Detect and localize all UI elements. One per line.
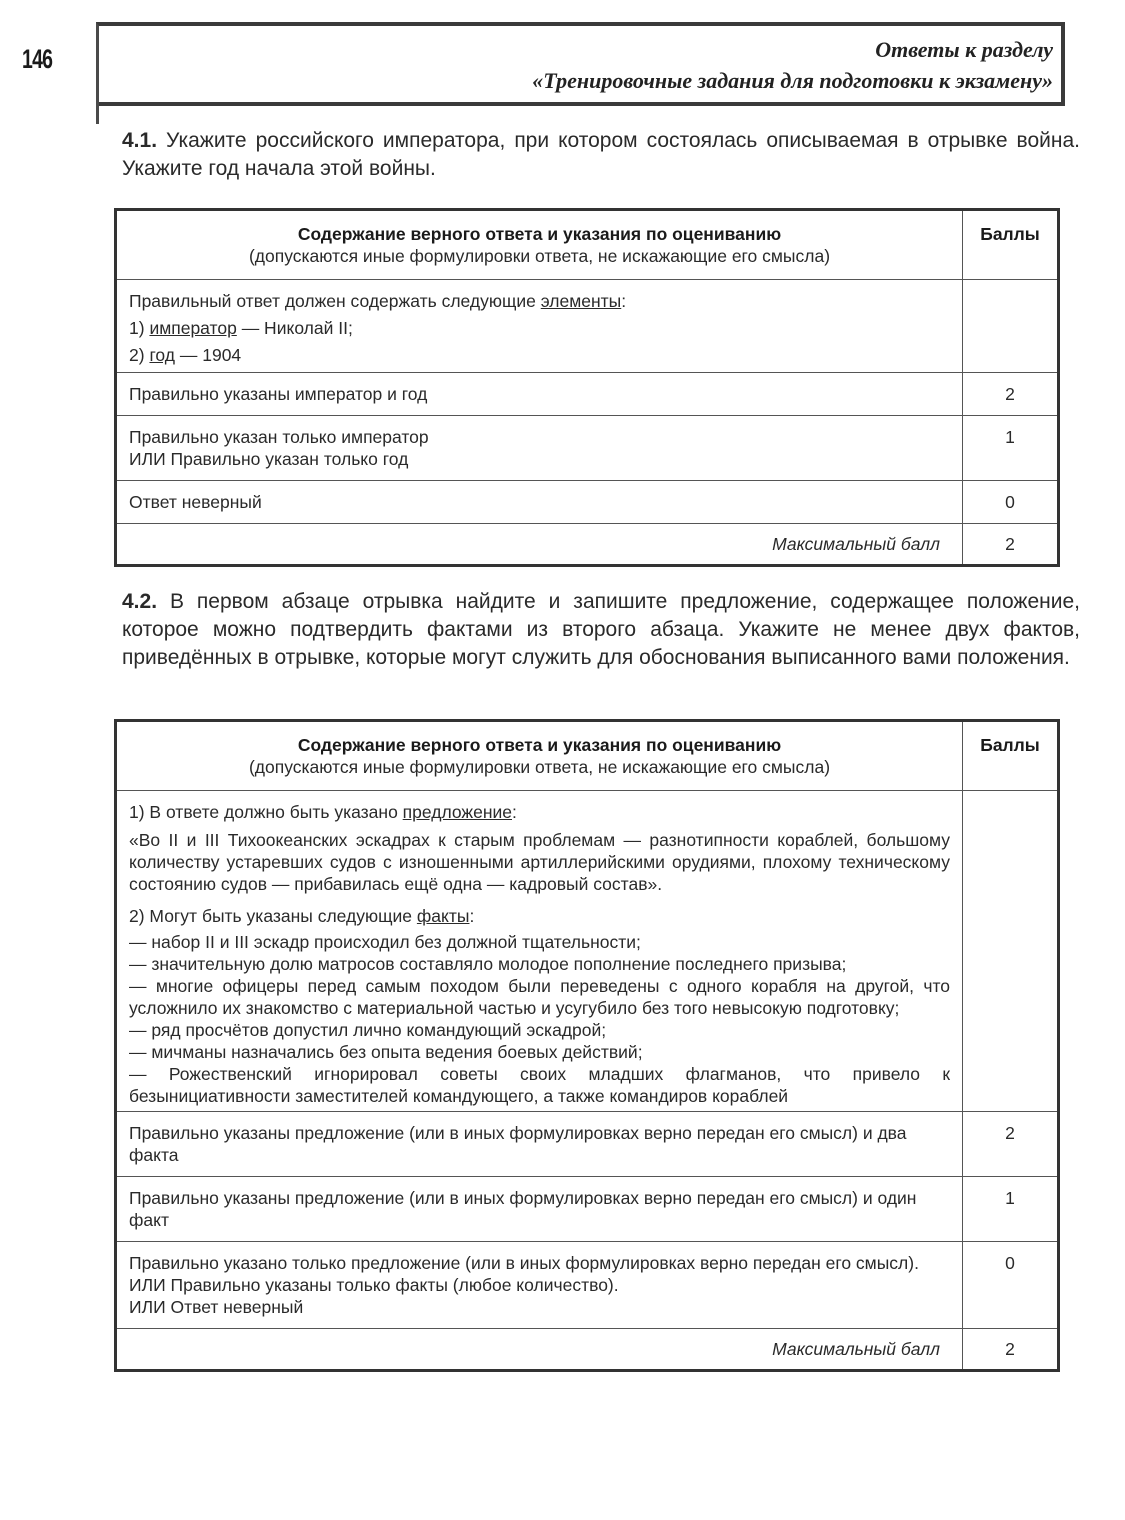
criterion-line: ИЛИ Правильно указан только год [129,449,409,469]
section-title [532,34,1053,96]
table-row [116,481,1059,524]
item-value: — 1904 [175,345,242,365]
task-number: 4.1. [122,129,158,152]
criterion-line: Правильно указаны предложение (или в иных формулировках верно передан его смысл) и два факта [129,1123,907,1165]
table-header-row [116,210,1059,280]
max-score-label: Максимальный балл [116,1329,963,1371]
item-key: год [149,345,175,365]
answer-part-2-intro [129,905,950,927]
criterion [116,373,963,416]
criterion [116,1112,963,1177]
answer-content [116,280,963,373]
header-frame-stub [96,98,99,124]
table-row [116,1242,1059,1329]
header-note: (допускаются иные формулировки ответа, не искажающие его смысла) [248,246,831,266]
task-number: 4.2. [122,590,158,613]
table-row [116,416,1059,481]
task-text: Укажите российского императора, при котором состоялась описываемая в отрывке война. Укажите год начала этой войны. [122,129,1080,180]
section-title-line-1: Ответы к разделу [875,37,1053,62]
criterion-line: ИЛИ Ответ неверный [129,1297,304,1317]
part2-key: факты [416,906,470,926]
table-row [116,1112,1059,1177]
task-4-1-question [122,127,1080,183]
criterion-line: Правильно указано только предложение (или в иных формулировках верно передан его смысл). [129,1253,919,1273]
answer-row [116,280,1059,373]
part2-text: 2) Могут быть указаны следующие [129,906,417,926]
criterion-points: 1 [963,1177,1059,1242]
page-number: 146 [22,44,53,74]
header-title: Содержание верного ответа и указания по оцениванию [297,224,782,244]
criterion-points: 0 [963,481,1059,524]
criterion [116,416,963,481]
criterion-points: 2 [963,373,1059,416]
fact-item: — Рожественский игнорировал советы своих младших флагманов, что привело к безынициативности заместителей командующего, а также командиров кораблей [129,1064,950,1106]
task-4-1-scoring-table [114,208,1060,567]
answer-content [116,791,963,1112]
task-4-2-question [122,588,1080,672]
task-4-2-scoring-table [114,719,1060,1372]
task-text: В первом абзаце отрывка найдите и запишите предложение, содержащее положение, которое можно подтвердить фактами из второго абзаца. Укажите не менее двух фактов, приведённых в отрывке, которые могут служить для обоснования выписанного вами положения. [122,590,1080,669]
part1-text: 1) В ответе должно быть указано [129,802,403,822]
max-score-label: Максимальный балл [116,524,963,566]
item-key: император [149,318,237,338]
max-score-row [116,1329,1059,1371]
answer-intro-text: Правильный ответ должен содержать следующие [129,291,541,311]
criterion-line: Правильно указан только император [129,427,429,447]
answer-item [129,344,950,366]
answer-points [963,791,1059,1112]
item-prefix: 1) [129,318,150,338]
header-title: Содержание верного ответа и указания по оцениванию [297,735,782,755]
fact-item: — ряд просчётов допустил лично командующий эскадрой; [129,1020,607,1040]
answer-intro-colon: : [621,291,627,311]
criterion-points: 1 [963,416,1059,481]
criterion-points: 0 [963,1242,1059,1329]
criterion [116,1242,963,1329]
points-column-header: Баллы [963,721,1059,791]
fact-item: — многие офицеры перед самым походом были переведены с одного корабля на другой, что усложнило их знакомство с материальной частью и усугубило без того невысокую подготовку; [129,976,950,1018]
criterion-line: Ответ неверный [129,492,262,512]
criterion-points: 2 [963,1112,1059,1177]
max-score-row [116,524,1059,566]
answer-item [129,317,950,339]
part1-colon: : [512,802,517,822]
fact-item: — набор II и III эскадр происходил без должной тщательности; [129,932,641,952]
table-row [116,1177,1059,1242]
table-header-row [116,721,1059,791]
answer-points [963,280,1059,373]
item-prefix: 2) [129,345,150,365]
content-column-header [116,721,963,791]
criterion [116,1177,963,1242]
points-column-header: Баллы [963,210,1059,280]
answer-part-1-intro [129,801,950,823]
answer-quote: «Во II и III Тихоокеанских эскадрах к старым проблемам — разнотипности кораблей, большому количеству устаревших судов с изношенными артиллерийскими орудиями, плохому техническому состоянию судов — прибавилась ещё одна — кадровый состав». [129,830,950,894]
answer-intro-key: элементы [540,291,622,311]
criterion-line: Правильно указаны император и год [129,384,428,404]
max-score-value: 2 [963,1329,1059,1371]
max-score-value: 2 [963,524,1059,566]
item-value: — Николай II; [236,318,353,338]
section-header [96,22,1065,106]
part1-key: предложение [402,802,512,822]
part2-colon: : [469,906,475,926]
header-note: (допускаются иные формулировки ответа, не искажающие его смысла) [248,757,831,777]
table-row [116,373,1059,416]
content-column-header [116,210,963,280]
answer-row [116,791,1059,1112]
fact-item: — значительную долю матросов составляло молодое пополнение последнего призыва; [129,954,847,974]
answer-intro [129,290,950,312]
criterion-line: ИЛИ Правильно указаны только факты (любое количество). [129,1275,619,1295]
criterion [116,481,963,524]
criterion-line: Правильно указаны предложение (или в иных формулировках верно передан его смысл) и один факт [129,1188,917,1230]
fact-item: — мичманы назначались без опыта ведения боевых действий; [129,1042,643,1062]
section-title-line-2: «Тренировочные задания для подготовки к экзамену» [532,68,1053,93]
